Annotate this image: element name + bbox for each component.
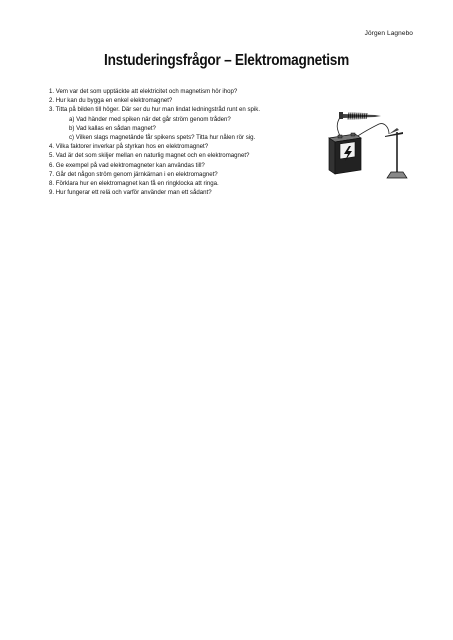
battery-icon	[329, 133, 361, 174]
sub-question-item: a) Vad händer med spiken när det går ström genom tråden?	[69, 115, 231, 123]
page-title: Instuderingsfrågor – Elektromagnetism	[104, 52, 349, 69]
nail-icon	[339, 112, 381, 120]
sub-question-item: b) Vad kallas en sådan magnet?	[69, 124, 156, 132]
question-item: 7. Går det någon ström genom järnkärnan i en elektromagnet?	[49, 170, 218, 178]
question-item: 4. Vilka faktorer inverkar på styrkan hos en elektromagnet?	[49, 143, 209, 151]
wire-left	[337, 116, 341, 138]
question-list	[49, 87, 311, 197]
question-item: 1. Vem var det som upptäckte att elektricitet och magnetism hör ihop?	[49, 88, 238, 95]
author-name: Jörgen Lagnebo	[364, 30, 413, 37]
question-item: 5. Vad är det som skiljer mellan en naturlig magnet och en elektromagnet?	[49, 152, 250, 160]
question-item: 6. Ge exempel på vad elektromagneter kan användas till?	[49, 161, 205, 169]
question-item: 2. Hur kan du bygga en enkel elektromagnet?	[49, 97, 173, 105]
battery-nail-compass-illustration	[311, 104, 417, 184]
compass-needle-icon	[385, 128, 407, 178]
sub-question-item: c) Vilken slags magnetände får spikens spets? Titta hur nålen rör sig.	[69, 134, 256, 142]
question-item: 3. Titta på bilden till höger. Där ser du hur man lindat ledningstråd runt en spik.	[49, 106, 261, 114]
question-item: 9. Hur fungerar ett relä och varför använder man ett sådant?	[49, 189, 212, 197]
question-item: 8. Förklara hur en elektromagnet kan få en ringklocka att ringa.	[49, 180, 219, 188]
wire-right	[355, 124, 389, 138]
